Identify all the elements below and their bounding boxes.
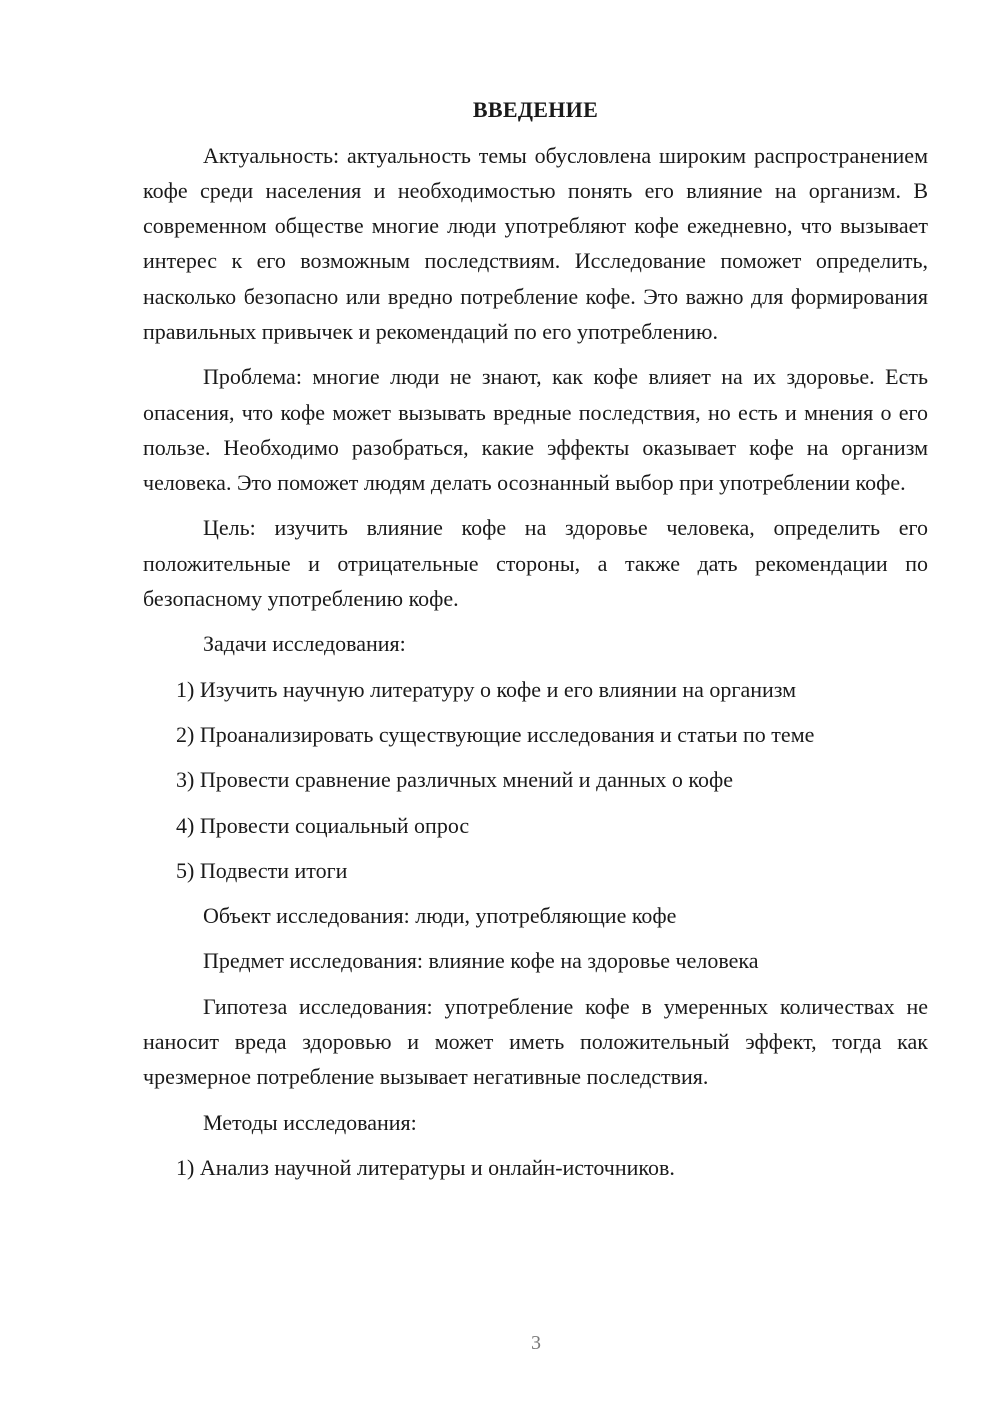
relevance-paragraph: Актуальность: актуальность темы обусловлена широким распространением кофе среди населения и необходимостью понять его влияние на организм. В современном обществе многие люди употребляют кофе ежедневно, что вызывает интерес к его возможным последствиям. Исследование поможет определить, насколько безопасно или вредно потребление кофе. Это важно для формирования правильных привычек и рекомендаций по его употреблению. (143, 142, 928, 344)
research-subject: Предмет исследования: влияние кофе на здоровье человека (203, 948, 759, 974)
task-item-1: 1) Изучить научную литературу о кофе и его влиянии на организм (176, 676, 797, 702)
methods-heading: Методы исследования: (203, 1109, 417, 1135)
section-title: ВВЕДЕНИЕ (472, 97, 599, 122)
problem-paragraph: Проблема: многие люди не знают, как кофе влияет на их здоровье. Есть опасения, что кофе может вызывать вредные последствия, но есть и мнения о его пользе. Необходимо разобраться, какие эффекты оказывает кофе на организм человека. Это поможет людям делать осознанный выбор при употреблении кофе. (143, 364, 928, 496)
goal-paragraph: Цель: изучить влияние кофе на здоровье человека, определить его положительные и отрицательные стороны, а также дать рекомендации по безопасному употреблению кофе. (143, 515, 928, 612)
task-item-3: 3) Провести сравнение различных мнений и данных о кофе (176, 767, 733, 793)
hypothesis-paragraph: Гипотеза исследования: употребление кофе в умеренных количествах не наносит вреда здоровью и может иметь положительный эффект, тогда как чрезмерное потребление вызывает негативные последствия. (143, 993, 928, 1090)
tasks-heading: Задачи исследования: (203, 631, 406, 657)
task-item-5: 5) Подвести итоги (176, 857, 348, 883)
research-object: Объект исследования: люди, употребляющие кофе (203, 903, 677, 929)
task-item-4: 4) Провести социальный опрос (176, 812, 470, 838)
task-item-2: 2) Проанализировать существующие исследования и статьи по теме (176, 721, 815, 747)
document-page (143, 92, 928, 1185)
method-item-1: 1) Анализ научной литературы и онлайн-источников. (176, 1154, 675, 1180)
page-number: 3 (531, 1332, 541, 1354)
